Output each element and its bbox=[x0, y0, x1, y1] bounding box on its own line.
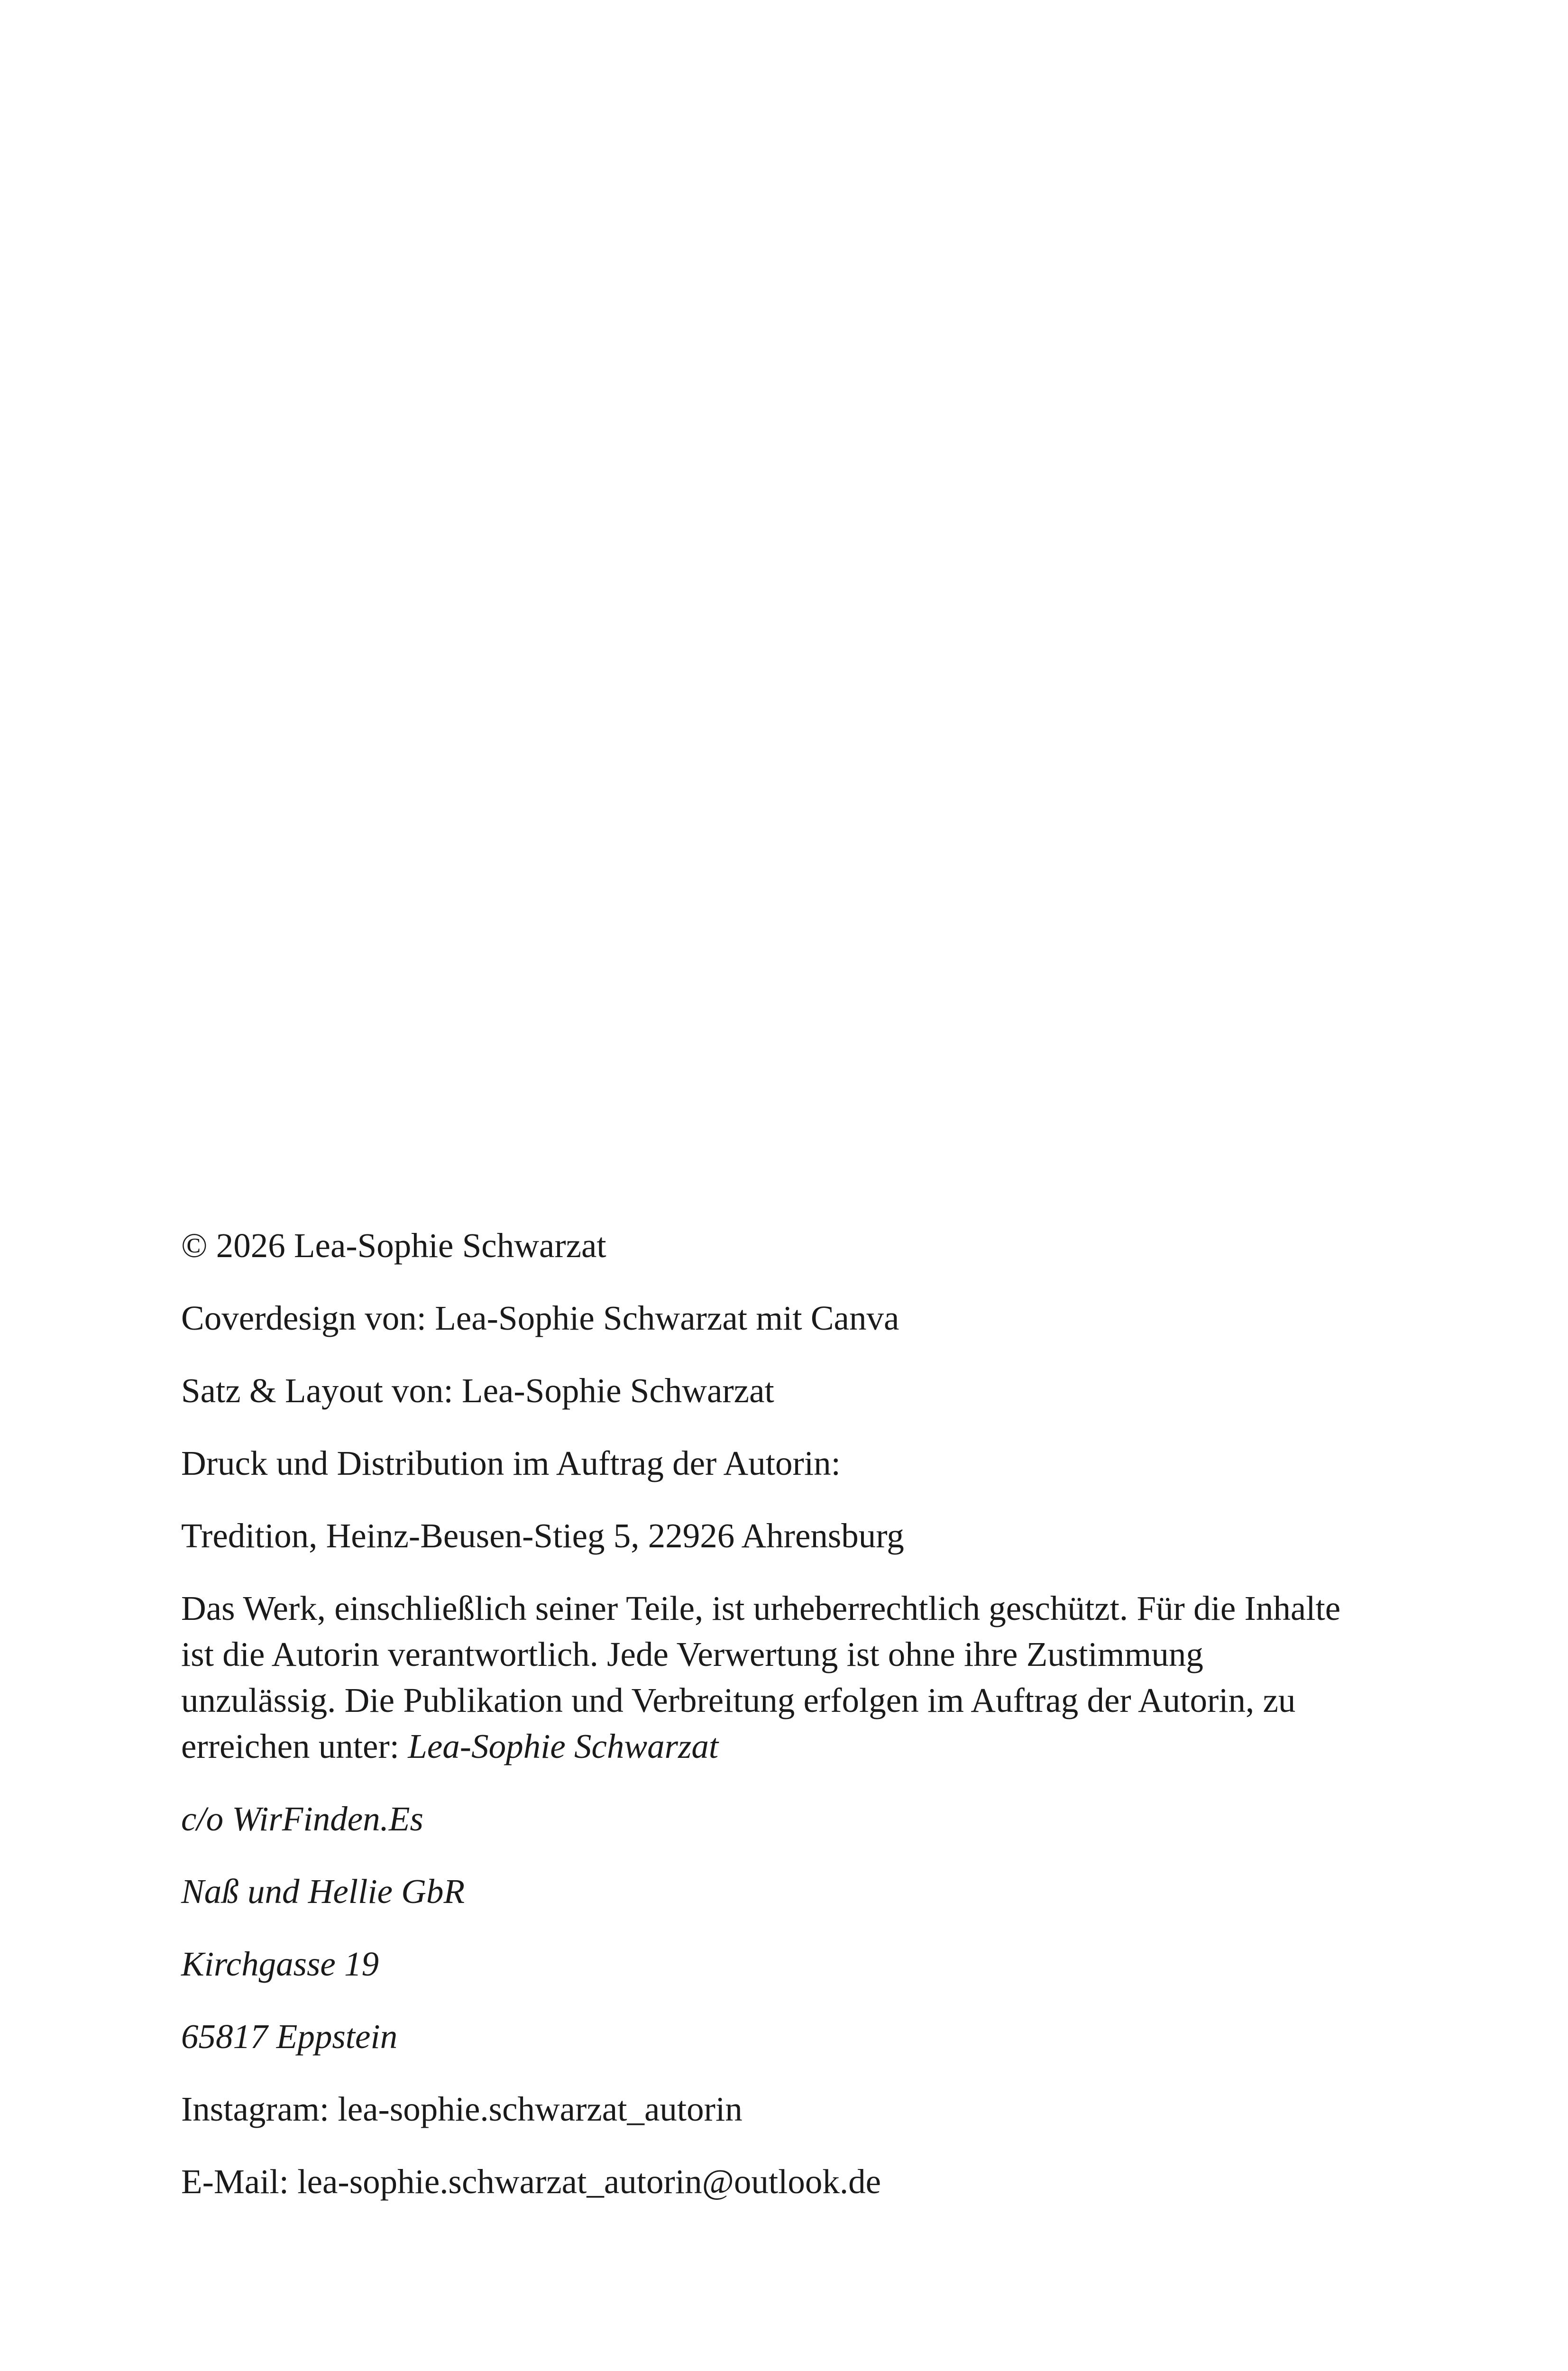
layout-line: Satz & Layout von: Lea-Sophie Schwarzat bbox=[181, 1371, 774, 1410]
email-line: E-Mail: lea-sophie.schwarzat_autorin@outlook.de bbox=[181, 2162, 881, 2201]
contact-co-line: c/o WirFinden.Es bbox=[181, 1800, 423, 1838]
publisher-address-line: Tredition, Heinz-Beusen-Stieg 5, 22926 Ahrensburg bbox=[181, 1516, 904, 1555]
contact-name: Lea-Sophie Schwarzat bbox=[408, 1727, 719, 1765]
rights-notice-text: Das Werk, einschließlich seiner Teile, ist urheberrechtlich geschützt. Für die Inhalte ist die Autorin verantwortlich. Jede Verwertung ist ohne ihre Zustimmung unzulässig. Die Publikation und Verbreitung erfolgen im Auftrag der Autorin, zu erreichen unter: bbox=[181, 1589, 1341, 1765]
cover-design-line: Coverdesign von: Lea-Sophie Schwarzat mit Canva bbox=[181, 1299, 899, 1337]
imprint-block bbox=[181, 1222, 1352, 2231]
print-distribution-line: Druck und Distribution im Auftrag der Autorin: bbox=[181, 1444, 841, 1482]
rights-notice-paragraph bbox=[181, 1585, 1352, 1769]
contact-city-line: 65817 Eppstein bbox=[181, 2017, 398, 2056]
contact-street-line: Kirchgasse 19 bbox=[181, 1945, 379, 1983]
copyright-line: © 2026 Lea-Sophie Schwarzat bbox=[181, 1226, 606, 1265]
contact-company-line: Naß und Hellie GbR bbox=[181, 1872, 465, 1911]
instagram-line: Instagram: lea-sophie.schwarzat_autorin bbox=[181, 2090, 743, 2128]
